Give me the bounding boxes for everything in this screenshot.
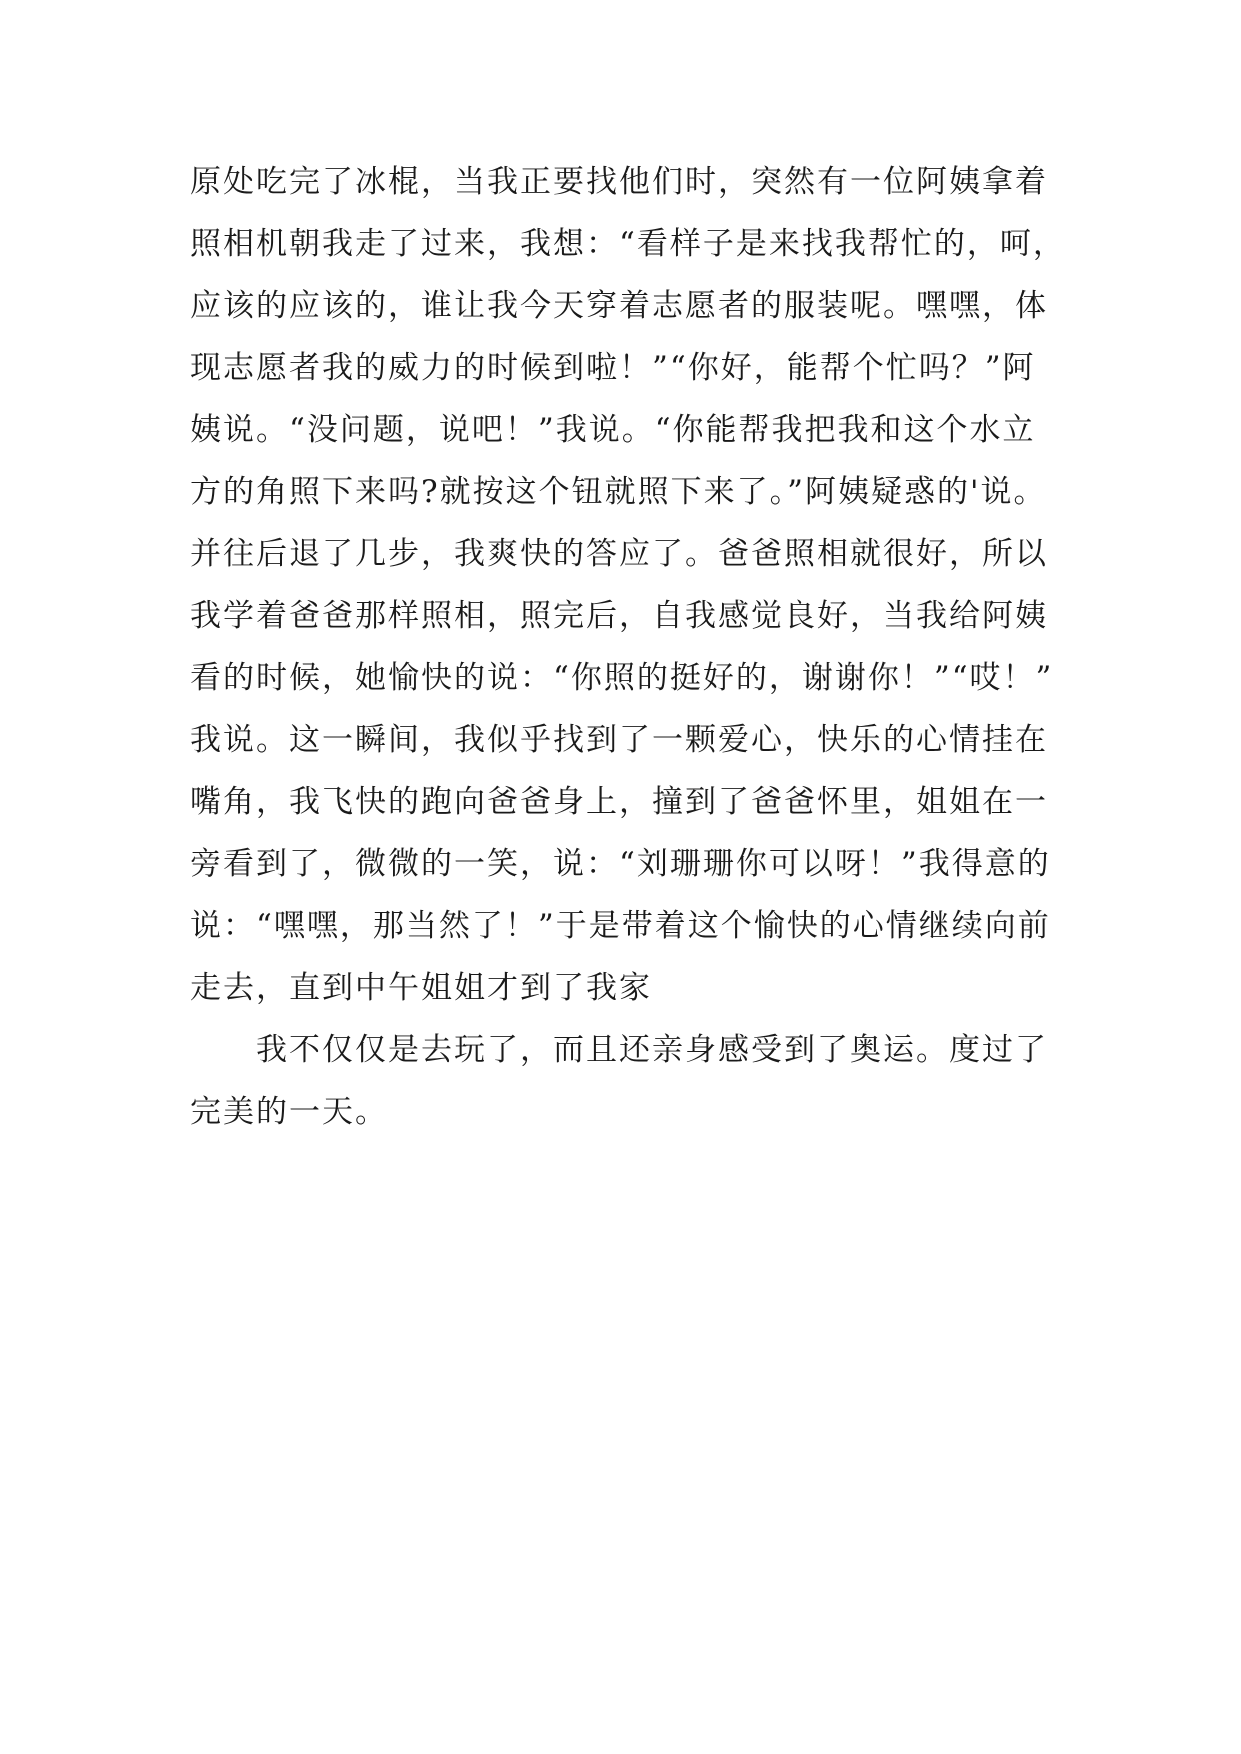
text-line: 现志愿者我的威力的时候到啦！”“你好，能帮个忙吗？”阿: [190, 350, 1036, 386]
text-line: 照相机朝我走了过来，我想：“看样子是来找我帮忙的，呵，: [190, 226, 1066, 262]
text-line: 看的时候，她愉快的说：“你照的挺好的，谢谢你！”“哎！”: [190, 660, 1054, 696]
text-line: 旁看到了，微微的一笑，说：“刘珊珊你可以呀！”我得意的: [190, 846, 1051, 882]
paragraph-start-line: 我不仅仅是去玩了，而且还亲身感受到了奥运。度过了: [256, 1032, 1048, 1068]
text-line: 我学着爸爸那样照相，照完后，自我感觉良好，当我给阿姨: [190, 598, 1048, 634]
document-body: [190, 160, 1070, 1152]
text-line: 应该的应该的，谁让我今天穿着志愿者的服装呢。嘿嘿，体: [190, 288, 1048, 324]
text-line: 原处吃完了冰棍，当我正要找他们时，突然有一位阿姨拿着: [190, 164, 1048, 200]
text-line: 嘴角，我飞快的跑向爸爸身上，撞到了爸爸怀里，姐姐在一: [190, 784, 1048, 820]
text-line: 方的角照下来吗?就按这个钮就照下来了。”阿姨疑惑的'说。: [190, 474, 1047, 510]
text-line: 我说。这一瞬间，我似乎找到了一颗爱心，快乐的心情挂在: [190, 722, 1048, 758]
text-line: 姨说。“没问题，说吧！”我说。“你能帮我把我和这个水立: [190, 412, 1036, 448]
text-line: 说：“嘿嘿，那当然了！”于是带着这个愉快的心情继续向前: [190, 908, 1051, 944]
text-line: 并往后退了几步，我爽快的答应了。爸爸照相就很好，所以: [190, 536, 1048, 572]
text-line: 走去，直到中午姐姐才到了我家: [190, 970, 652, 1006]
text-line: 完美的一天。: [190, 1094, 388, 1130]
